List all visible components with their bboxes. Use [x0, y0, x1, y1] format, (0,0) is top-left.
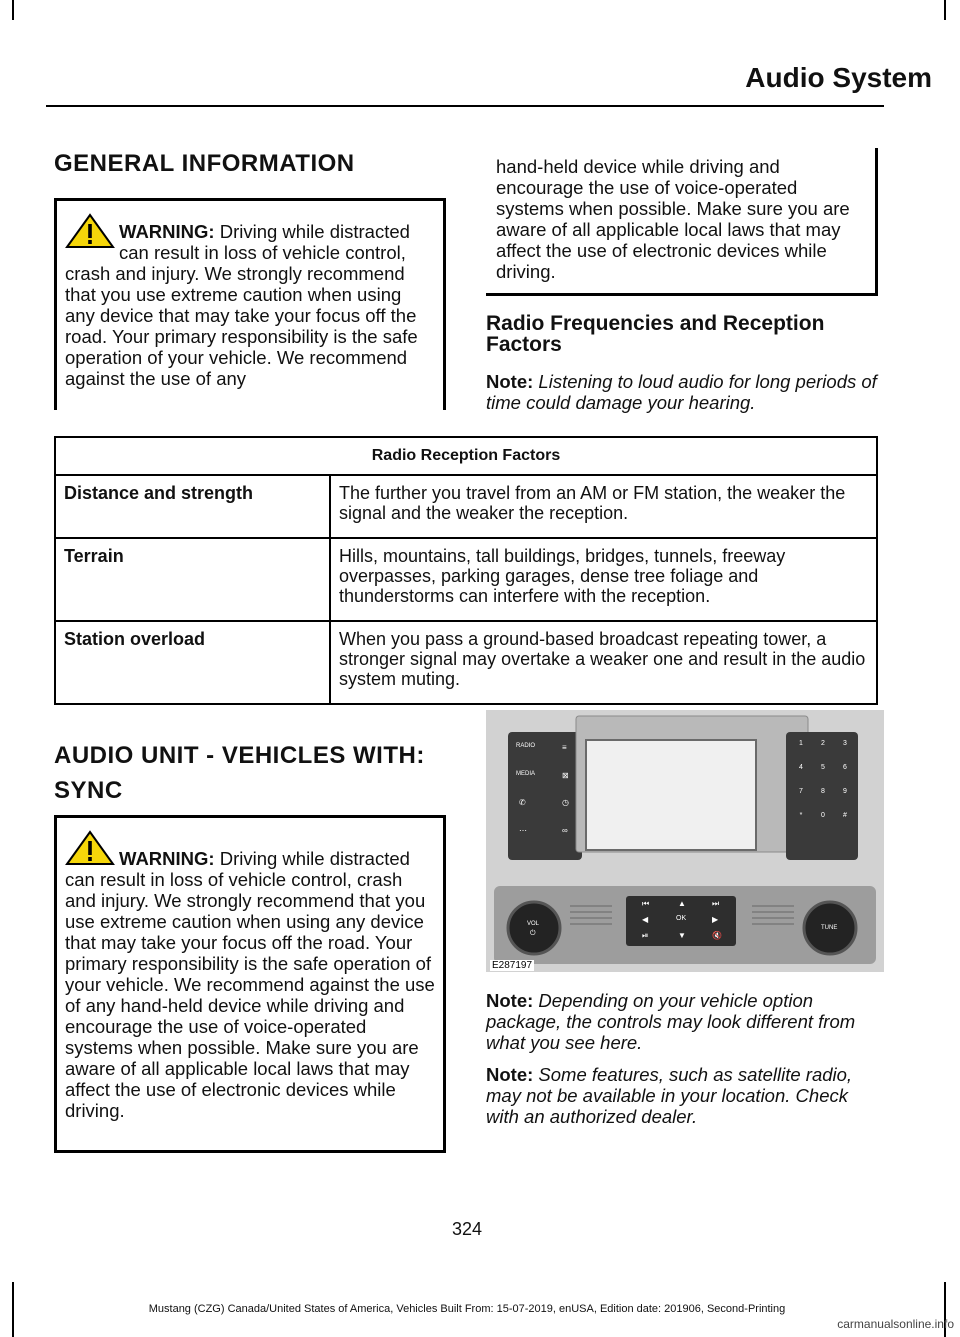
audio-warning-box [54, 815, 446, 1153]
keypad-key: 7 [799, 788, 803, 795]
table-cell-description: When you pass a ground-based broadcast repeating tower, a stronger signal may overtake a weaker one and result in the audio system muting. [330, 621, 877, 704]
warning-text: Driving while distracted can result in loss of vehicle control, crash and injury. We strongly recommend that you use extreme caution when using any device that may take your focus off the road. Your primary responsibility is the safe operation of your vehicle. We recommend against the use of any hand-held device while driving and encourage the use of voice-operated systems when possible. Make sure you are aware of all applicable local laws that may affect the use of electronic devices while driving. [65, 848, 435, 1121]
keypad-key: 0 [821, 812, 825, 819]
warning-triangle-icon [65, 213, 115, 249]
controls-note [486, 990, 886, 1053]
apps-icon: ⋯ [519, 826, 527, 835]
phone-icon: ✆ [519, 798, 526, 807]
features-note [486, 1064, 886, 1127]
general-warning-box [54, 198, 446, 410]
general-warning-box-continued [486, 148, 878, 296]
table-cell-description: Hills, mountains, tall buildings, bridges, tunnels, freeway overpasses, parking garages, dense tree foliage and thunderstorms can interfere with the reception. [330, 538, 877, 621]
table-row [55, 538, 877, 621]
keypad-key: 4 [799, 764, 803, 771]
warning-label: WARNING: [119, 848, 215, 869]
left-arrow-icon: ◀ [642, 915, 649, 924]
page-number: 324 [451, 1219, 483, 1239]
note-label: Note: [486, 990, 534, 1011]
crop-mark-top-left [12, 0, 14, 20]
table-cell-description: The further you travel from an AM or FM station, the weaker the signal and the weaker the reception. [330, 475, 877, 538]
note-label: Note: [486, 1064, 534, 1085]
warning-label: WARNING: [119, 221, 215, 242]
volume-knob-label: VOL [527, 921, 540, 927]
radio-reception-table [54, 436, 878, 705]
table-cell-factor: Distance and strength [55, 475, 330, 538]
mute-icon: 🔇 [712, 931, 722, 940]
audio-unit-heading-line1: AUDIO UNIT - VEHICLES WITH: [54, 742, 425, 769]
note-label: Note: [486, 371, 534, 392]
keypad-key: 2 [821, 740, 825, 747]
audio-unit-heading [54, 738, 425, 808]
tune-knob-label: TUNE [821, 925, 838, 931]
power-icon: ⏻ [530, 930, 536, 937]
hearing-note [486, 371, 886, 413]
media-button: MEDIA [516, 771, 536, 777]
general-information-heading: GENERAL INFORMATION [54, 150, 355, 177]
keypad-key: 6 [843, 764, 847, 771]
keypad-key: # [843, 812, 847, 819]
settings-icon: ≡ [562, 743, 567, 752]
edition-footer: Mustang (CZG) Canada/United States of America, Vehicles Built From: 15-07-2019, enUSA, Edition date: 201906, Second-Printing [148, 1303, 786, 1315]
keypad [790, 740, 856, 819]
table-row [55, 475, 877, 538]
audio-unit-heading-line2: SYNC [54, 777, 123, 804]
warning-triangle-icon [65, 830, 115, 866]
ok-button: OK [676, 915, 687, 922]
clock-icon: ◷ [562, 798, 569, 807]
keypad-key: 8 [821, 788, 825, 795]
radio-button: RADIO [516, 743, 536, 749]
right-arrow-icon: ▶ [712, 915, 719, 924]
down-arrow-icon: ▼ [678, 931, 686, 940]
table-cell-factor: Station overload [55, 621, 330, 704]
keypad-key: 9 [843, 788, 847, 795]
note-text: Depending on your vehicle option package, the controls may look different from what you see here. [486, 990, 856, 1053]
keypad-key: * [799, 812, 803, 819]
warning-text-part1: Driving while distracted can result in loss of vehicle control, crash and injury. We strongly recommend that you use extreme caution when using any device that may take your focus off the road. Your primary responsibility is the safe operation of your vehicle. We recommend against the use of any [65, 221, 418, 389]
header-rule [46, 105, 884, 107]
link-icon: ∞ [562, 826, 568, 835]
table-row [55, 621, 877, 704]
crop-mark-top-right [944, 0, 946, 20]
table-caption: Radio Reception Factors [55, 437, 877, 475]
keypad-key: 3 [843, 740, 847, 747]
up-arrow-icon: ▲ [678, 899, 686, 908]
display-off-icon: ⊠ [562, 771, 569, 780]
play-pause-icon: ⏯ [642, 931, 649, 940]
watermark[interactable]: carmanualsonline.info [837, 1317, 954, 1331]
audio-unit-figure [486, 710, 884, 972]
table-cell-factor: Terrain [55, 538, 330, 621]
keypad-key: 1 [799, 740, 803, 747]
seek-back-icon: ⏮ [642, 899, 650, 908]
warning-text-part2: hand-held device while driving and encourage the use of voice-operated systems when possible. Make sure you are aware of all applicable local laws that may affect the use of electronic devices while driving. [496, 156, 850, 282]
seek-forward-icon: ⏭ [712, 899, 720, 908]
page-section-title: Audio System [745, 62, 932, 93]
note-text: Some features, such as satellite radio, may not be available in your location. Check with an authorized dealer. [486, 1064, 853, 1127]
keypad-key: 5 [821, 764, 825, 771]
figure-id: E287197 [492, 960, 533, 971]
note-text: Listening to loud audio for long periods of time could damage your hearing. [486, 371, 877, 413]
radio-frequencies-heading: Radio Frequencies and Reception Factors [486, 312, 825, 356]
